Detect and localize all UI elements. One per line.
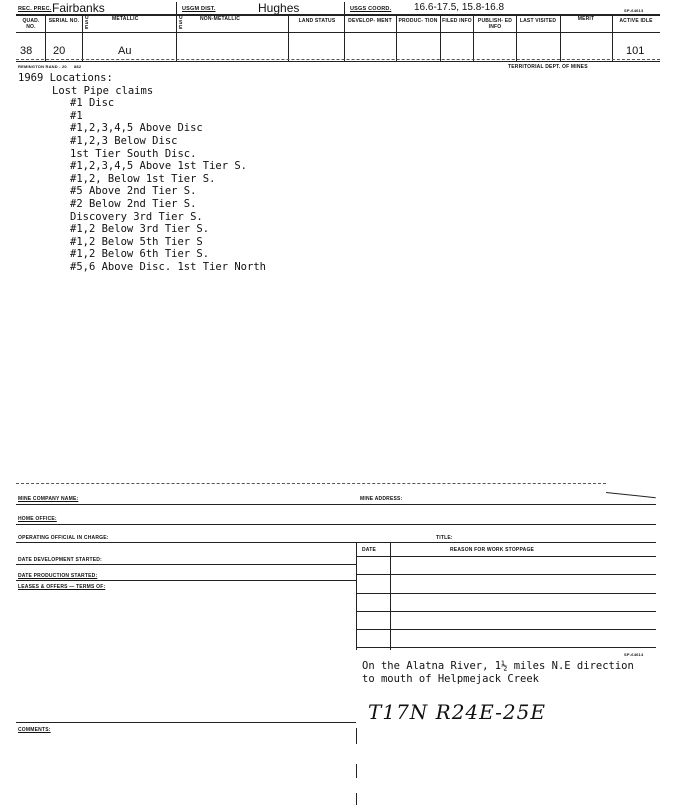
- col-divider: [473, 15, 474, 62]
- card-edge-curve: [606, 492, 656, 498]
- mine-address-label: MINE ADDRESS:: [360, 496, 403, 502]
- stoppage-row-rule: [356, 629, 656, 630]
- col-filed-info: FILED INFO: [442, 18, 472, 24]
- stoppage-row-rule: [356, 611, 656, 612]
- card-edge-rule: [16, 483, 606, 484]
- col-quad-no: QUAD. NO.: [22, 18, 40, 30]
- note-line: #1 Disc: [70, 97, 115, 110]
- col-metallic: METALLIC: [112, 16, 139, 22]
- col-divider: [612, 15, 613, 62]
- row-bottom-rule: [16, 61, 660, 62]
- col-divider: [176, 15, 177, 62]
- col-divider: [560, 15, 561, 62]
- row-metallic: Au: [118, 45, 132, 57]
- col-production: PRODUC- TION: [398, 18, 438, 24]
- form-rule: [16, 542, 656, 543]
- entry-dash-rule: [16, 59, 660, 60]
- form-number-front: SP-64613: [624, 8, 644, 13]
- usgm-dist-label: USGM DIST.: [182, 6, 216, 12]
- printer-mark: REMINGTON RAND - 20: [18, 64, 67, 69]
- comment-margin-mark: [356, 728, 357, 744]
- location-note: to mouth of Helpmejack Creek: [362, 673, 540, 685]
- col-serial-no: SERIAL NO.: [48, 18, 80, 24]
- location-note: On the Alatna River, 1½ miles N.E direction: [362, 660, 634, 672]
- rec-prec-label: REC. PREC.: [18, 6, 52, 12]
- col-divider: [82, 15, 83, 62]
- col-divider: [45, 15, 46, 62]
- operating-official-label: OPERATING OFFICIAL IN CHARGE:: [18, 535, 109, 541]
- reason-column-label: REASON FOR WORK STOPPAGE: [450, 547, 535, 553]
- handwritten-township: T17N R24E-25E: [368, 700, 546, 724]
- note-line: #1,2 Below 3rd Tier S.: [70, 223, 210, 236]
- comments-label: COMMENTS:: [18, 727, 51, 733]
- note-line: Lost Pipe claims: [52, 84, 154, 97]
- printer-code: 882: [74, 64, 82, 69]
- mine-company-name-label: MINE COMPANY NAME:: [18, 496, 79, 502]
- stoppage-row-rule: [356, 593, 656, 594]
- department-label: TERRITORIAL DEPT. OF MINES: [508, 64, 588, 70]
- column-header-rule: [16, 32, 660, 33]
- col-divider: [516, 15, 517, 62]
- comment-margin-mark: [356, 793, 357, 805]
- header-divider: [344, 2, 345, 15]
- usgs-coord-value: 16.6-17.5, 15.8-16.8: [414, 2, 505, 13]
- date-development-label: DATE DEVELOPMENT STARTED:: [18, 557, 102, 563]
- usgs-coord-label: USGS COORD.: [350, 6, 392, 12]
- col-merit: MERIT: [577, 16, 595, 22]
- note-line: #1,2,3 Below Disc: [70, 135, 178, 147]
- note-line: #1,2, Below 1st Tier S.: [70, 172, 216, 185]
- note-line: #1,2,3,4,5 Above 1st Tier S.: [70, 160, 248, 173]
- col-active-idle: ACTIVE IDLE: [619, 18, 653, 24]
- col-last-visited: LAST VISITED: [519, 18, 557, 24]
- col-divider: [288, 15, 289, 62]
- col-published-info: PUBLISH- ED INFO: [477, 18, 513, 30]
- row-serial: 20: [53, 45, 66, 57]
- date-production-label: DATE PRODUCTION STARTED:: [18, 573, 98, 579]
- home-office-label: HOME OFFICE:: [18, 516, 57, 522]
- form-rule: [16, 722, 356, 723]
- col-divider: [396, 15, 397, 62]
- date-column-label: DATE: [362, 547, 377, 553]
- col-divider: [344, 15, 345, 62]
- col-divider: [440, 15, 441, 62]
- comment-margin-mark: [356, 764, 357, 778]
- note-line: Discovery 3rd Tier S.: [70, 210, 203, 223]
- stoppage-table-edge: [356, 542, 357, 650]
- form-rule: [16, 524, 656, 525]
- col-nonmetallic: NON-METALLIC: [200, 16, 241, 22]
- col-use-code: U S E: [179, 15, 183, 31]
- rec-prec-value: Fairbanks: [52, 1, 105, 15]
- form-number-back: SP-64614: [624, 652, 644, 657]
- note-line: 1st Tier South Disc.: [70, 147, 197, 160]
- note-line: 1969 Locations:: [18, 72, 113, 84]
- form-rule: [16, 504, 656, 505]
- usgm-dist-value: Hughes: [258, 1, 300, 15]
- leases-label: LEASES & OFFERS — TERMS OF:: [18, 584, 106, 590]
- stoppage-table-divider: [390, 542, 391, 650]
- note-line: #5 Above 2nd Tier S.: [70, 185, 197, 198]
- col-use-code: U S E: [85, 15, 89, 31]
- stoppage-row-rule: [356, 556, 656, 557]
- col-development: DEVELOP- MENT: [348, 18, 392, 24]
- title-label: TITLE:: [436, 535, 453, 541]
- col-land-status: LAND STATUS: [298, 18, 336, 24]
- form-rule: [16, 580, 356, 581]
- header-divider: [176, 2, 177, 15]
- row-quad: 38: [20, 45, 33, 57]
- row-active-idle: 101: [626, 45, 645, 57]
- note-line: #1,2,3,4,5 Above Disc: [70, 122, 203, 135]
- note-line: #1: [70, 109, 83, 122]
- note-line: #2 Below 2nd Tier S.: [70, 198, 197, 210]
- form-rule: [16, 564, 356, 565]
- stoppage-row-rule: [356, 647, 656, 648]
- note-line: #1,2 Below 5th Tier S: [70, 235, 203, 248]
- note-line: #1,2 Below 6th Tier S.: [70, 248, 210, 261]
- note-line: #5,6 Above Disc. 1st Tier North: [70, 261, 266, 273]
- stoppage-row-rule: [356, 574, 656, 575]
